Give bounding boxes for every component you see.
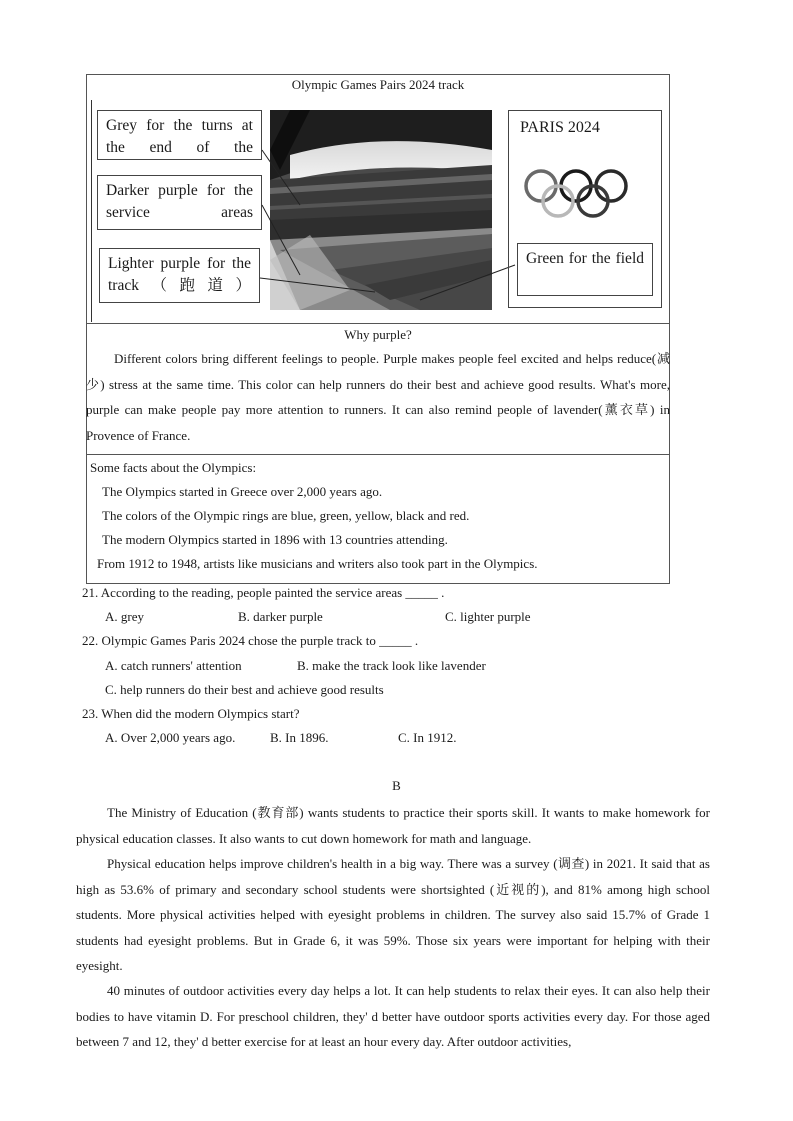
- label-lighter: [99, 248, 260, 303]
- paris-title: PARIS 2024: [520, 119, 600, 136]
- q22-option-c: C. help runners do their best and achieve good results: [105, 682, 384, 697]
- q21-option-c: C. lighter purple: [445, 609, 531, 624]
- label-lighter-text: Lighter purple for the track（跑道）: [108, 255, 251, 294]
- label-darker-text: Darker purple for the service areas: [106, 182, 253, 221]
- left-bar: [91, 100, 92, 322]
- part-b-paragraph-2: Physical education helps improve children's health in a big way. There was a survey (调查) in 2021. It said that as high as 53.6% of primary and secondary school students were shortsighted (近视的), and 81% among high school students. More physical activities helped with eyesight problems in children. The survey also said 15.7% of Grade 1 students had eyesight problems. But in Grade 6, it was 59%. Those six years were important for helping with their eyesight.: [76, 856, 710, 973]
- q21-option-b: B. darker purple: [238, 609, 323, 624]
- label-green: [517, 243, 653, 296]
- paris-logo-box: [508, 110, 662, 308]
- q23-option-c: C. In 1912.: [398, 730, 457, 745]
- facts-title: Some facts about the Olympics:: [90, 460, 257, 475]
- figure-title: Olympic Games Pairs 2024 track: [291, 77, 465, 92]
- question-22: 22. Olympic Games Paris 2024 chose the purple track to _____ .: [82, 633, 419, 648]
- why-title: Why purple?: [344, 327, 412, 342]
- fact-4: From 1912 to 1948, artists like musicians and writers also took part in the Olympics.: [97, 556, 538, 571]
- why-paragraph: Different colors bring different feelings to people. Purple makes people feel excited and helps reduce(减少) stress at the same time. This color can help runners do their best and achieve good results. What's more, purple can make people pay more attention to runners. It can also remind people of lavender(薰衣草) in Provence of France.: [86, 351, 670, 443]
- olympic-rings-icon: [523, 166, 635, 221]
- part-b-heading: B: [392, 778, 401, 793]
- ring-red: [596, 171, 626, 201]
- part-b-paragraph-1: The Ministry of Education (教育部) wants students to practice their sports skill. It wants to make homework for physical education classes. It also wants to cut down homework for math and language.: [76, 805, 710, 846]
- part-b-paragraph-3: 40 minutes of outdoor activities every day helps a lot. It can help students to relax their eyes. It can also help their bodies to have vitamin D. For preschool children, they' d better have outdoor sports activities every day. For those aged between 7 and 12, they' d better exercise for at least an hour every day. After outdoor activities,: [76, 983, 710, 1049]
- label-grey: [97, 110, 262, 160]
- q21-option-a: A. grey: [105, 609, 144, 624]
- fact-2: The colors of the Olympic rings are blue, green, yellow, black and red.: [102, 508, 470, 523]
- label-grey-text: Grey for the turns at the end of the: [106, 117, 253, 156]
- question-23: 23. When did the modern Olympics start?: [82, 706, 300, 721]
- q22-option-b: B. make the track look like lavender: [297, 658, 486, 673]
- stadium-photo: [270, 110, 492, 310]
- q22-option-a: A. catch runners' attention: [105, 658, 242, 673]
- fact-3: The modern Olympics started in 1896 with 13 countries attending.: [102, 532, 448, 547]
- label-green-text: Green for the field: [526, 250, 644, 267]
- q23-option-a: A. Over 2,000 years ago.: [105, 730, 236, 745]
- fact-1: The Olympics started in Greece over 2,000 years ago.: [102, 484, 383, 499]
- q23-option-b: B. In 1896.: [270, 730, 329, 745]
- question-21: 21. According to the reading, people painted the service areas _____ .: [82, 585, 445, 600]
- label-darker: [97, 175, 262, 230]
